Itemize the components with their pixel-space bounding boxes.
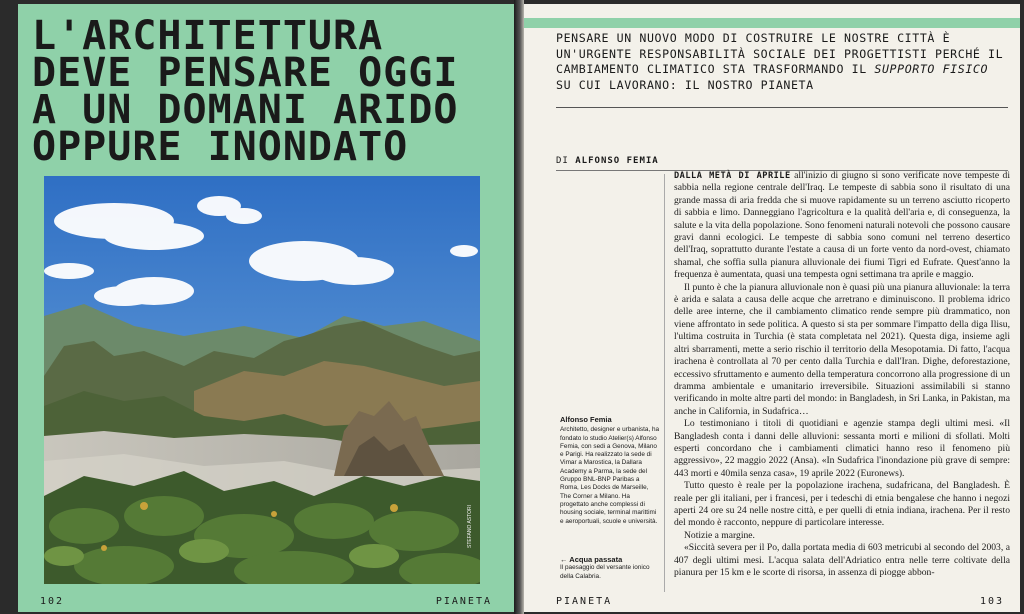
left-page [18, 4, 514, 612]
page-number-left: 102 [40, 596, 65, 607]
gutter [514, 0, 524, 614]
standfirst [556, 31, 1006, 93]
lead-in: DALLA METÀ DI APRILE [674, 171, 791, 181]
article-headline: L'ARCHITETTURA DEVE PENSARE OGGI A UN DOMANI ARIDO OPPURE INONDATO [32, 13, 459, 170]
author-bio-text: Architetto, designer e urbanista, ha fondato lo studio Atelier(s) Alfonso Femia, con sedi a Genova, Milano e Parigi. Ha realizzato la sede di Vimar a Marostica, la Dallara Academy a Parma, la sede del Gruppo BNL-BNP Paribas a Roma, Les Docks de Marseille, The Corner a Milano. Ha progettato anche complessi di housing sociale, terminal marittimi e aeroportuali, scuole e università. [560, 426, 660, 525]
article-body [674, 170, 1010, 579]
standfirst-emphasis: SUPPORTO FISICO [874, 62, 989, 76]
divider [556, 107, 1008, 108]
landscape-photo [44, 176, 480, 584]
byline [556, 156, 659, 166]
photo-caption-text: Il paesaggio del versante ionico della Calabria. [560, 564, 650, 580]
page-number-right: 103 [979, 596, 1004, 607]
photo-caption-title: ← Acqua passata [560, 555, 623, 564]
photo-credit: STEFANO ASTORI [467, 505, 473, 548]
author-bio [560, 416, 660, 526]
byline-prefix: DI [556, 156, 569, 166]
paragraph-1 [674, 170, 1010, 282]
byline-author: ALFONSO FEMIA [575, 156, 659, 166]
paragraph-5: Notizie a margine. [684, 529, 755, 541]
paragraph-3: Lo testimoniano i titoli di quotidiani e agenzie stampa degli ultimi mesi. «Il Bangladesh conta i danni delle alluvioni: sessanta morti e milioni di sfollati. Molti esperti concordano che i cambiamenti climatici hanno reso il fenomeno più aggressivo», 22 maggio 2022 (Ansa). «In Sudafrica l'inondazione più grave di sempre: 443 morti e 40mila senza casa», 19 aprile 2022 (Euronews). [674, 418, 1010, 479]
section-runner-left: PIANETA [435, 596, 492, 607]
standfirst-part1: PENSARE UN NUOVO MODO DI COSTRUIRE LE NOSTRE CITTÀ È UN'URGENTE RESPONSABILITÀ SOCIALE DEI PROGETTISTI PERCHÉ IL CAMBIAMENTO CLIMATICO STA TRASFORMANDO IL [556, 31, 1004, 76]
standfirst-part2: SU CUI LAVORANO: IL NOSTRO PIANETA [556, 77, 814, 92]
landscape-photo-illustration [44, 176, 480, 584]
section-runner-right: PIANETA [556, 596, 613, 607]
photo-caption [560, 556, 660, 581]
paragraph-6: «Siccità severa per il Po, dalla portata media di 603 metricubi al secondo del 2003, a 407 degli ultimi mesi. L'acqua salata dell'Adriatico entra nelle terre coltivate della pianura per 15 km e le scorte di risorsa, in assenza di piogge abbon- [674, 542, 1010, 578]
paragraph-2: Il punto è che la pianura alluvionale non è quasi più una pianura alluvionale: la terra è arida e salata a causa delle acque che arretrano e diminuiscono. Il problema idrico delle aree interne, che il cambiamento climatico rende sempre più drammatico, non viene affrontato in sede politica. A questo si sta per sommare l'impatto della diga Ilisu, l'ultima costruita in Turchia (è stata completata nel 2021). Questa diga, insieme agli altri sbarramenti, mette a serio rischio il territorio della Mesopotamia. Di fatto, l'acqua irachena è controllata al 70 per cento dalla Turchia e dall'Iran. Dighe, deforestazione, eccessivo sfruttamento e aumento della temperatura concorrono alla progressione di un dramma ambientale e umanitario irreversibile. Situazioni assimilabili si stanno verificando in molte altre parti del mondo: in Bangladesh, in Sri Lanka, in Pakistan, ma anche in California, in Sudafrica… [674, 281, 1010, 417]
paragraph-1-text: all'inizio di giugno si sono verificate nove tempeste di sabbia nella regione centrale dell'Iraq. Le tempeste di sabbia sono il risultato di una grande massa di aria fredda che si muove rapidamente su un terreno asciutto ricoperto di sabbia e limo. Danneggiano l'agricoltura e la qualità dell'aria e, di conseguenza, la salute e la vita della popolazione. Sono fenomeni naturali notevoli che possono causare gravi danni ecologici. Le tempeste di sabbia sono comuni nel terreno desertico dell'Iraq, soprattutto durante l'estate a causa di un forte vento da nord-ovest, chiamato shamal, che soffia sulla pianura alluvionale dei fiumi Tigri ed Eufrate. Quest'anno la frequenza è aumentata, quasi una tempesta ogni settimana tra aprile e maggio. [674, 170, 1010, 281]
author-bio-name: Alfonso Femia [560, 415, 612, 424]
right-page [520, 4, 1020, 612]
accent-bar [520, 18, 1020, 28]
paragraph-4: Tutto questo è reale per la popolazione irachena, sudafricana, del Bangladesh. È reale per gli italiani, per i francesi, per i tedeschi di etnia bengalese che hanno i negozi aperti 24 ore su 24 nelle nostre città, e per quelli di etnia indiana, irachena. Per il resto del mondo è racconto, neppure di particolare interesse. [674, 480, 1010, 529]
column-divider [664, 174, 665, 592]
